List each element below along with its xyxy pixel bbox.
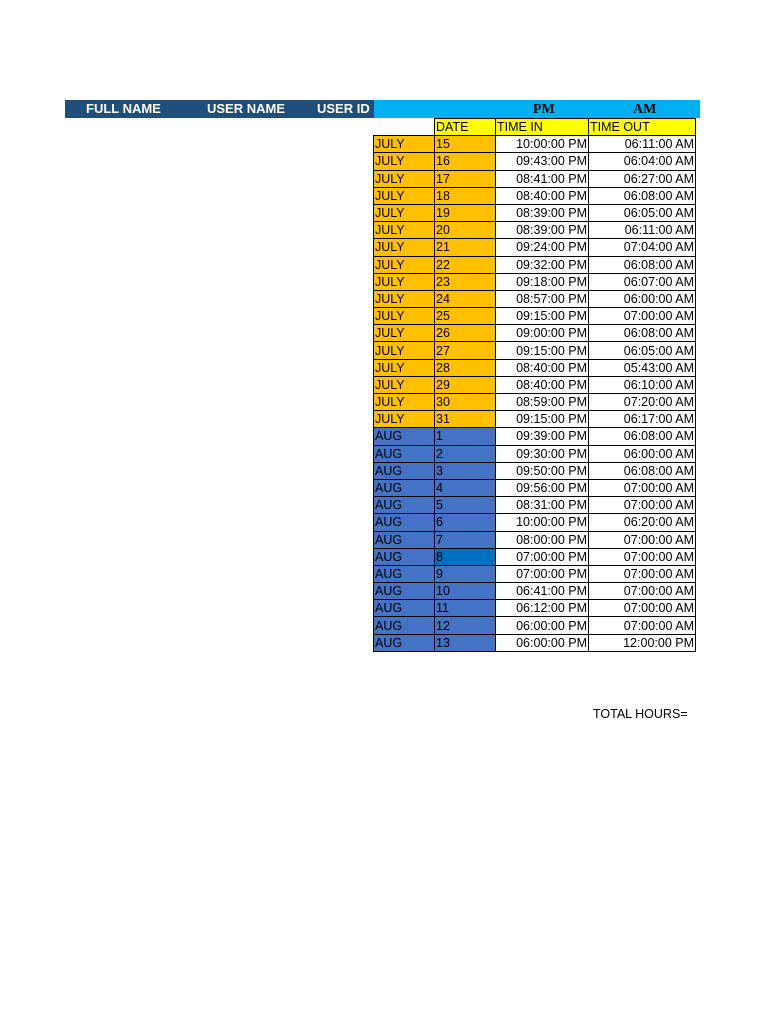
date-cell[interactable]: 17 xyxy=(435,170,496,187)
time-in-cell[interactable]: 09:30:00 PM xyxy=(496,445,589,462)
time-out-cell[interactable]: 06:05:00 AM xyxy=(589,204,696,221)
date-cell[interactable]: 25 xyxy=(435,308,496,325)
month-cell[interactable]: JULY xyxy=(374,153,435,170)
time-out-cell[interactable]: 06:10:00 AM xyxy=(589,376,696,393)
time-out-cell[interactable]: 06:08:00 AM xyxy=(589,428,696,445)
am-header[interactable]: AM xyxy=(633,102,657,117)
month-cell[interactable]: AUG xyxy=(374,445,435,462)
time-in-cell[interactable]: 09:15:00 PM xyxy=(496,342,589,359)
date-cell[interactable]: 20 xyxy=(435,222,496,239)
time-in-cell[interactable]: 09:18:00 PM xyxy=(496,273,589,290)
month-cell[interactable]: JULY xyxy=(374,411,435,428)
table-row xyxy=(374,342,696,359)
time-in-cell[interactable]: 08:40:00 PM xyxy=(496,376,589,393)
table-row xyxy=(374,411,696,428)
time-in-cell[interactable]: 09:32:00 PM xyxy=(496,256,589,273)
time-in-cell[interactable]: 07:00:00 PM xyxy=(496,565,589,582)
table-row xyxy=(374,153,696,170)
table-row xyxy=(374,376,696,393)
time-in-cell[interactable]: 09:15:00 PM xyxy=(496,308,589,325)
table-row xyxy=(374,565,696,582)
date-cell[interactable]: 16 xyxy=(435,153,496,170)
date-cell[interactable]: 31 xyxy=(435,411,496,428)
time-out-cell[interactable]: 07:00:00 AM xyxy=(589,583,696,600)
time-in-cell[interactable]: 08:57:00 PM xyxy=(496,290,589,307)
table-row xyxy=(374,170,696,187)
table-row xyxy=(374,479,696,496)
time-in-cell[interactable]: 09:00:00 PM xyxy=(496,325,589,342)
time-out-cell[interactable]: 07:00:00 AM xyxy=(589,479,696,496)
month-cell[interactable]: JULY xyxy=(374,170,435,187)
time-out-column-header[interactable]: TIME OUT xyxy=(589,119,696,136)
user-id-header[interactable]: USER ID xyxy=(317,101,370,116)
time-out-cell[interactable]: 06:20:00 AM xyxy=(589,514,696,531)
month-cell[interactable]: JULY xyxy=(374,325,435,342)
table-row xyxy=(374,462,696,479)
date-cell[interactable]: 6 xyxy=(435,514,496,531)
time-out-cell[interactable]: 06:11:00 AM xyxy=(589,136,696,153)
table-row xyxy=(374,222,696,239)
month-cell[interactable]: JULY xyxy=(374,308,435,325)
table-row xyxy=(374,583,696,600)
time-in-cell[interactable]: 08:00:00 PM xyxy=(496,531,589,548)
month-cell[interactable]: JULY xyxy=(374,222,435,239)
date-cell[interactable]: 24 xyxy=(435,290,496,307)
blank-cell[interactable] xyxy=(374,119,435,136)
table-row xyxy=(374,325,696,342)
month-cell[interactable]: JULY xyxy=(374,136,435,153)
time-out-cell[interactable]: 06:00:00 AM xyxy=(589,290,696,307)
month-cell[interactable]: JULY xyxy=(374,204,435,221)
table-row xyxy=(374,634,696,651)
full-name-header[interactable]: FULL NAME xyxy=(86,101,161,116)
time-out-cell[interactable]: 06:11:00 AM xyxy=(589,222,696,239)
date-column-header[interactable]: DATE xyxy=(435,119,496,136)
time-in-cell[interactable]: 08:40:00 PM xyxy=(496,187,589,204)
month-cell[interactable]: AUG xyxy=(374,462,435,479)
table-row xyxy=(374,394,696,411)
time-in-cell[interactable]: 08:39:00 PM xyxy=(496,204,589,221)
date-cell[interactable]: 5 xyxy=(435,497,496,514)
date-cell[interactable]: 1 xyxy=(435,428,496,445)
date-cell[interactable]: 27 xyxy=(435,342,496,359)
column-header-row xyxy=(374,119,696,136)
time-in-cell[interactable]: 07:00:00 PM xyxy=(496,548,589,565)
attendance-table xyxy=(373,118,696,652)
time-out-cell[interactable]: 06:05:00 AM xyxy=(589,342,696,359)
date-cell[interactable]: 22 xyxy=(435,256,496,273)
time-out-cell[interactable]: 06:27:00 AM xyxy=(589,170,696,187)
table-row xyxy=(374,187,696,204)
date-cell[interactable]: 18 xyxy=(435,187,496,204)
month-cell[interactable]: JULY xyxy=(374,256,435,273)
date-cell[interactable]: 8 xyxy=(435,548,496,565)
time-in-cell[interactable]: 09:50:00 PM xyxy=(496,462,589,479)
date-cell[interactable]: 7 xyxy=(435,531,496,548)
time-out-cell[interactable]: 07:04:00 AM xyxy=(589,239,696,256)
time-in-cell[interactable]: 09:39:00 PM xyxy=(496,428,589,445)
date-cell[interactable]: 13 xyxy=(435,634,496,651)
table-row xyxy=(374,273,696,290)
time-in-cell[interactable]: 09:24:00 PM xyxy=(496,239,589,256)
time-in-cell[interactable]: 10:00:00 PM xyxy=(496,136,589,153)
table-row xyxy=(374,290,696,307)
date-cell[interactable]: 11 xyxy=(435,600,496,617)
time-in-cell[interactable]: 06:00:00 PM xyxy=(496,617,589,634)
month-cell[interactable]: JULY xyxy=(374,342,435,359)
table-row xyxy=(374,497,696,514)
time-out-cell[interactable]: 07:00:00 AM xyxy=(589,308,696,325)
time-in-cell[interactable]: 08:39:00 PM xyxy=(496,222,589,239)
date-cell[interactable]: 15 xyxy=(435,136,496,153)
month-cell[interactable]: JULY xyxy=(374,376,435,393)
month-cell[interactable]: AUG xyxy=(374,600,435,617)
table-row xyxy=(374,445,696,462)
time-out-cell[interactable]: 06:07:00 AM xyxy=(589,273,696,290)
date-cell[interactable]: 3 xyxy=(435,462,496,479)
time-out-cell[interactable]: 07:20:00 AM xyxy=(589,394,696,411)
time-in-cell[interactable]: 06:12:00 PM xyxy=(496,600,589,617)
date-cell[interactable]: 9 xyxy=(435,565,496,582)
time-in-cell[interactable]: 08:31:00 PM xyxy=(496,497,589,514)
table-row xyxy=(374,136,696,153)
month-cell[interactable]: JULY xyxy=(374,359,435,376)
date-cell[interactable]: 28 xyxy=(435,359,496,376)
time-out-cell[interactable]: 06:17:00 AM xyxy=(589,411,696,428)
time-out-cell[interactable]: 07:00:00 AM xyxy=(589,600,696,617)
time-out-cell[interactable]: 07:00:00 AM xyxy=(589,548,696,565)
month-cell[interactable]: JULY xyxy=(374,239,435,256)
time-in-cell[interactable]: 06:41:00 PM xyxy=(496,583,589,600)
time-out-cell[interactable]: 07:00:00 AM xyxy=(589,497,696,514)
table-row xyxy=(374,308,696,325)
time-out-cell[interactable]: 06:04:00 AM xyxy=(589,153,696,170)
month-cell[interactable]: AUG xyxy=(374,565,435,582)
month-cell[interactable]: JULY xyxy=(374,187,435,204)
time-in-cell[interactable]: 09:56:00 PM xyxy=(496,479,589,496)
month-cell[interactable]: JULY xyxy=(374,290,435,307)
time-in-cell[interactable]: 08:40:00 PM xyxy=(496,359,589,376)
month-cell[interactable]: AUG xyxy=(374,514,435,531)
time-out-cell[interactable]: 06:00:00 AM xyxy=(589,445,696,462)
time-out-cell[interactable]: 06:08:00 AM xyxy=(589,462,696,479)
total-hours-label[interactable]: TOTAL HOURS= xyxy=(593,707,688,721)
time-in-cell[interactable]: 09:43:00 PM xyxy=(496,153,589,170)
table-row xyxy=(374,617,696,634)
date-cell[interactable]: 2 xyxy=(435,445,496,462)
user-name-header[interactable]: USER NAME xyxy=(207,101,286,116)
time-out-cell[interactable]: 07:00:00 AM xyxy=(589,531,696,548)
month-cell[interactable]: AUG xyxy=(374,479,435,496)
time-out-cell[interactable]: 07:00:00 AM xyxy=(589,617,696,634)
month-cell[interactable]: AUG xyxy=(374,617,435,634)
time-in-cell[interactable]: 08:41:00 PM xyxy=(496,170,589,187)
date-cell[interactable]: 10 xyxy=(435,583,496,600)
date-cell[interactable]: 29 xyxy=(435,376,496,393)
month-cell[interactable]: AUG xyxy=(374,548,435,565)
month-cell[interactable]: AUG xyxy=(374,583,435,600)
month-cell[interactable]: AUG xyxy=(374,497,435,514)
table-row xyxy=(374,359,696,376)
table-row xyxy=(374,548,696,565)
table-row xyxy=(374,256,696,273)
table-row xyxy=(374,600,696,617)
month-cell[interactable]: AUG xyxy=(374,531,435,548)
table-row xyxy=(374,239,696,256)
table-row xyxy=(374,204,696,221)
month-cell[interactable]: AUG xyxy=(374,428,435,445)
time-out-cell[interactable]: 07:00:00 AM xyxy=(589,565,696,582)
month-cell[interactable]: JULY xyxy=(374,394,435,411)
time-in-cell[interactable]: 08:59:00 PM xyxy=(496,394,589,411)
time-out-cell[interactable]: 06:08:00 AM xyxy=(589,325,696,342)
time-in-cell[interactable]: 09:15:00 PM xyxy=(496,411,589,428)
date-cell[interactable]: 26 xyxy=(435,325,496,342)
time-out-cell[interactable]: 05:43:00 AM xyxy=(589,359,696,376)
date-cell[interactable]: 23 xyxy=(435,273,496,290)
attendance-table-body xyxy=(374,119,696,652)
time-in-cell[interactable]: 06:00:00 PM xyxy=(496,634,589,651)
time-in-cell[interactable]: 10:00:00 PM xyxy=(496,514,589,531)
date-cell[interactable]: 12 xyxy=(435,617,496,634)
table-row xyxy=(374,428,696,445)
date-cell[interactable]: 19 xyxy=(435,204,496,221)
date-cell[interactable]: 4 xyxy=(435,479,496,496)
table-row xyxy=(374,514,696,531)
date-cell[interactable]: 21 xyxy=(435,239,496,256)
month-cell[interactable]: AUG xyxy=(374,634,435,651)
time-out-cell[interactable]: 12:00:00 PM xyxy=(589,634,696,651)
table-row xyxy=(374,531,696,548)
date-cell[interactable]: 30 xyxy=(435,394,496,411)
pm-header[interactable]: PM xyxy=(533,102,555,117)
time-out-cell[interactable]: 06:08:00 AM xyxy=(589,187,696,204)
month-cell[interactable]: JULY xyxy=(374,273,435,290)
time-out-cell[interactable]: 06:08:00 AM xyxy=(589,256,696,273)
time-in-column-header[interactable]: TIME IN xyxy=(496,119,589,136)
